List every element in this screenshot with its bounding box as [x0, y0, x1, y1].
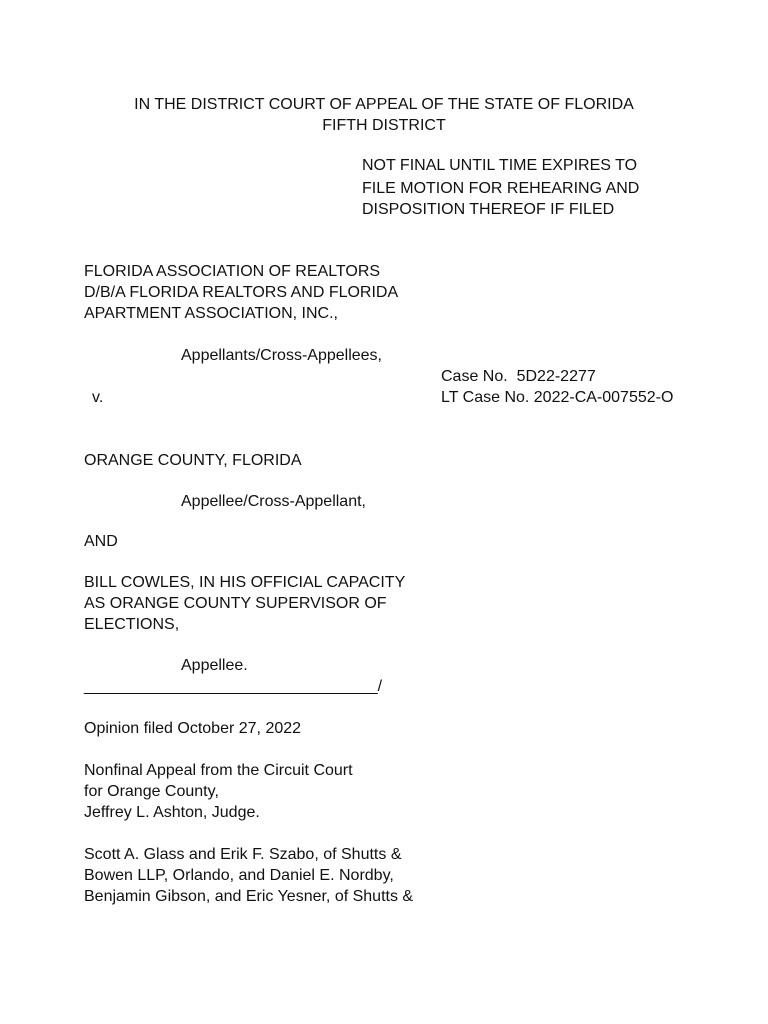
district-line: FIFTH DISTRICT: [322, 117, 446, 134]
appeal-info-line: for Orange County,: [84, 783, 219, 800]
appellant-role: Appellants/Cross-Appellees,: [181, 347, 382, 364]
opinion-filed-date: Opinion filed October 27, 2022: [84, 720, 302, 737]
conjunction-and: AND: [84, 533, 118, 550]
notice-line: FILE MOTION FOR REHEARING AND: [362, 180, 640, 197]
appellee-name: ORANGE COUNTY, FLORIDA: [84, 452, 302, 469]
appellee-name: AS ORANGE COUNTY SUPERVISOR OF: [84, 595, 387, 612]
caption-separator: _________________________________/: [84, 678, 383, 695]
appellant-name: FLORIDA ASSOCIATION OF REALTORS: [84, 263, 381, 280]
appellee-role: Appellee/Cross-Appellant,: [181, 493, 366, 510]
appellee-role: Appellee.: [181, 657, 248, 674]
appeal-info-line: Jeffrey L. Ashton, Judge.: [84, 804, 260, 821]
lower-tribunal-case-number: LT Case No. 2022-CA-007552-O: [441, 389, 674, 406]
appellee-name: BILL COWLES, IN HIS OFFICIAL CAPACITY: [84, 574, 406, 591]
versus-label: v.: [92, 389, 104, 406]
counsel-line: Bowen LLP, Orlando, and Daniel E. Nordby,: [84, 867, 394, 884]
notice-line: DISPOSITION THEREOF IF FILED: [362, 201, 615, 218]
appellee-name: ELECTIONS,: [84, 616, 180, 633]
appellant-name: D/B/A FLORIDA REALTORS AND FLORIDA: [84, 284, 399, 301]
case-number: Case No. 5D22-2277: [441, 368, 596, 385]
notice-line: NOT FINAL UNTIL TIME EXPIRES TO: [362, 157, 638, 174]
counsel-line: Benjamin Gibson, and Eric Yesner, of Shutts &: [84, 888, 414, 905]
appeal-info-line: Nonfinal Appeal from the Circuit Court: [84, 762, 353, 779]
court-name-line: IN THE DISTRICT COURT OF APPEAL OF THE STATE OF FLORIDA: [134, 96, 634, 113]
appellant-name: APARTMENT ASSOCIATION, INC.,: [84, 305, 338, 322]
counsel-line: Scott A. Glass and Erik F. Szabo, of Shutts &: [84, 846, 402, 863]
